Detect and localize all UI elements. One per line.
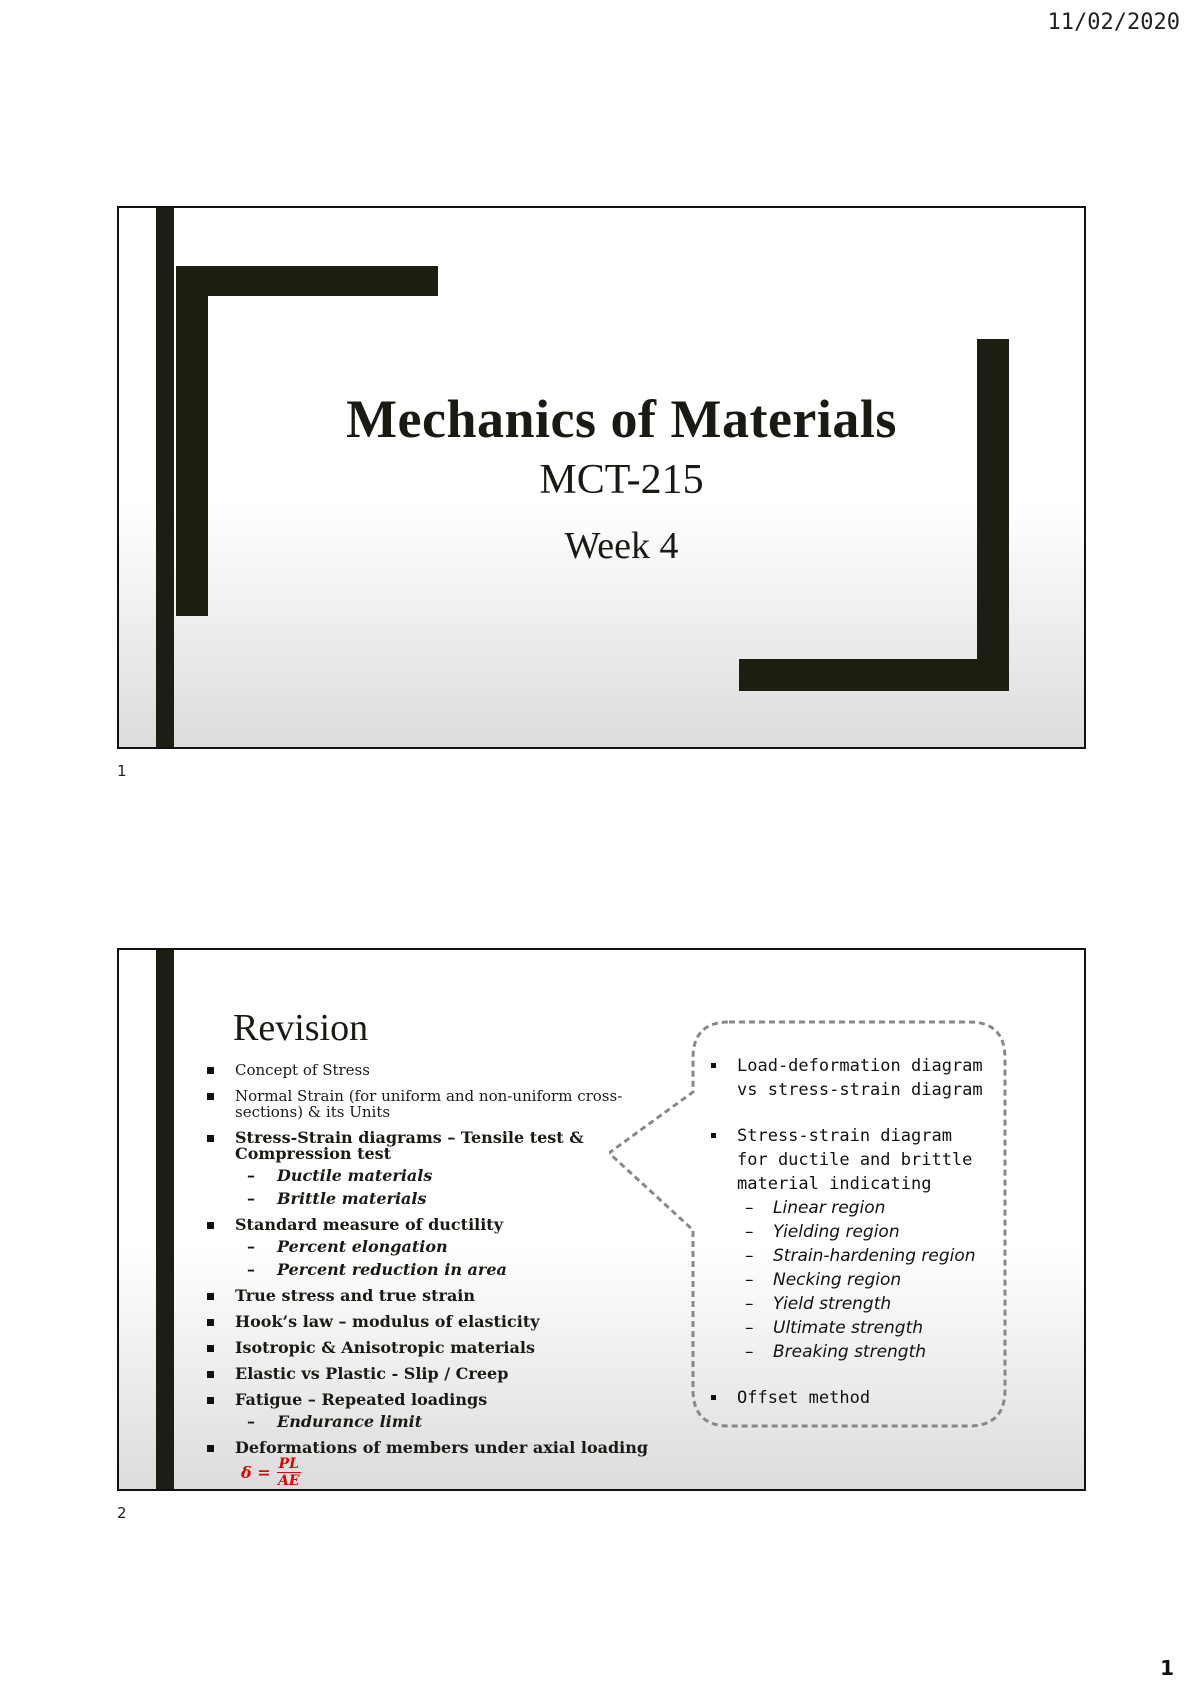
callout-sub-item: – Strain-hardening region: [737, 1244, 989, 1268]
deformation-formula: δ = $\frac{PL}{AE}$: [241, 1456, 300, 1489]
top-left-bracket-vertical: [176, 266, 208, 616]
slide-number: 1: [117, 762, 127, 780]
list-item: Deformations of members under axial loading δ = $\frac{PL}{AE}$: [205, 1440, 675, 1489]
list-item: Concept of Stress: [205, 1062, 675, 1078]
list-item: Elastic vs Plastic - Slip / Creep: [205, 1366, 675, 1382]
page-date: 11/02/2020: [1047, 10, 1180, 35]
vertical-accent-bar: [156, 950, 174, 1491]
callout-item: Load-deformation diagram vs stress-strain diagram: [709, 1054, 989, 1102]
sub-item: – Endurance limit: [235, 1414, 675, 1430]
list-item: Standard measure of ductility – Percent elongation – Percent reduction in area: [205, 1217, 675, 1278]
list-item: Isotropic & Anisotropic materials: [205, 1340, 675, 1356]
list-item: Stress-Strain diagrams – Tensile test & Compression test – Ductile materials – Brittle materials: [205, 1130, 675, 1207]
list-item: Normal Strain (for uniform and non-uniform cross-sections) & its Units: [205, 1088, 675, 1120]
slide-revision: [117, 948, 1086, 1491]
bottom-right-bracket-horizontal: [739, 659, 1009, 691]
list-item: Hook’s law – modulus of elasticity: [205, 1314, 675, 1330]
revision-title: Revision: [233, 1007, 369, 1049]
top-left-bracket-horizontal: [176, 266, 438, 296]
revision-list: [205, 1062, 675, 1491]
callout-list: [709, 1054, 989, 1432]
page-number: 1: [1160, 1656, 1174, 1680]
list-item: True stress and true strain: [205, 1288, 675, 1304]
title-block: [239, 388, 1004, 568]
slide-title: [117, 206, 1086, 749]
slide-number: 2: [117, 1504, 127, 1522]
callout-sub-item: – Linear region: [737, 1196, 989, 1220]
sub-item: – Ductile materials: [235, 1168, 675, 1184]
week-label: Week 4: [564, 525, 679, 567]
list-item: Fatigue – Repeated loadings – Endurance limit: [205, 1392, 675, 1430]
callout-item: Stress-strain diagram for ductile and brittle material indicating – Linear region – Yielding region – Strain-hardening region – Necking region – Yield strength – Ultimate strength – Breaking strength: [709, 1124, 989, 1364]
callout-sub-item: – Necking region: [737, 1268, 989, 1292]
sub-item: – Percent elongation: [235, 1239, 675, 1255]
callout-sub-item: – Breaking strength: [737, 1340, 989, 1364]
vertical-accent-bar: [156, 208, 174, 749]
sub-item: – Percent reduction in area: [235, 1262, 675, 1278]
main-title: Mechanics of Materials: [346, 389, 897, 449]
course-code: MCT-215: [539, 457, 704, 503]
callout-bubble: [609, 1020, 1009, 1440]
callout-item: Offset method: [709, 1386, 989, 1410]
callout-sub-item: – Yielding region: [737, 1220, 989, 1244]
callout-sub-item: – Ultimate strength: [737, 1316, 989, 1340]
callout-sub-item: – Yield strength: [737, 1292, 989, 1316]
sub-item: – Brittle materials: [235, 1191, 675, 1207]
